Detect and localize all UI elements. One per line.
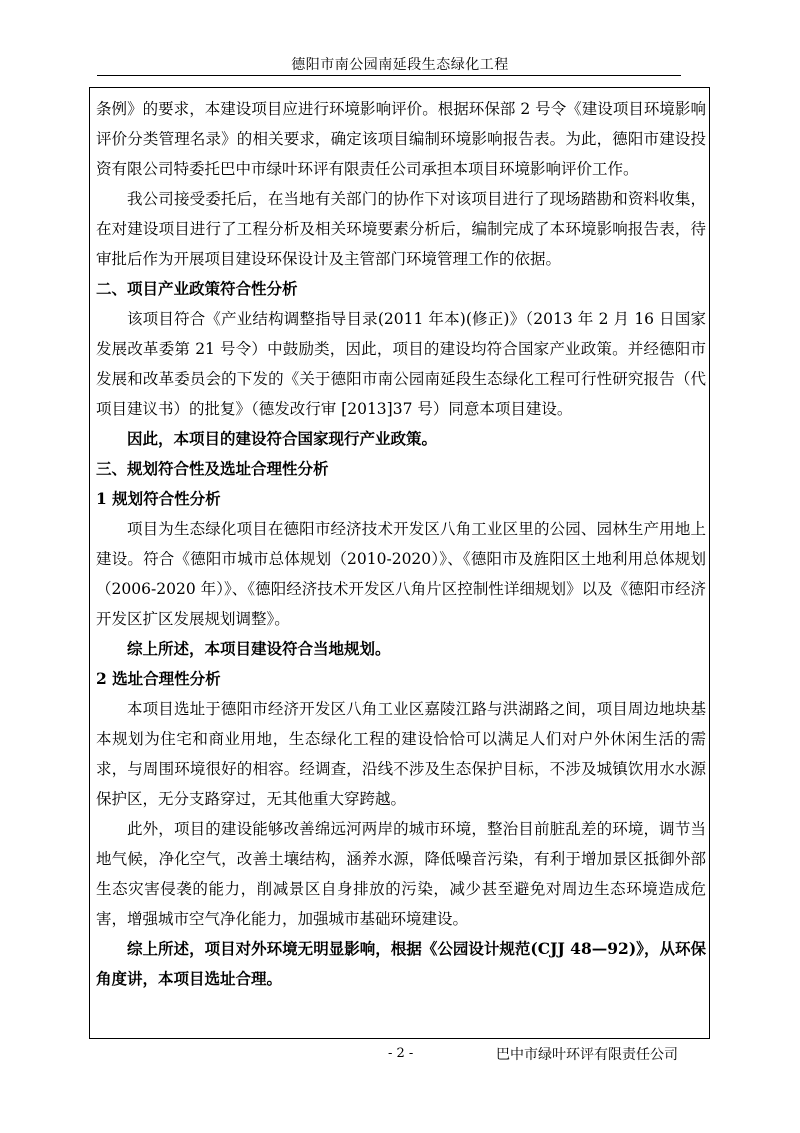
paragraph-planning-conclusion: 综上所述，本项目建设符合当地规划。 <box>127 639 391 658</box>
section-heading-industry-policy: 二、项目产业政策符合性分析 <box>96 279 298 298</box>
document-header-title: 德阳市南公园南延段生态绿化工程 <box>291 57 509 73</box>
page-number: - 2 - <box>388 1046 414 1061</box>
footer-organization: 巴中市绿叶环评有限责任公司 <box>496 1047 678 1063</box>
paragraph-policy-conclusion: 因此，本项目的建设符合国家现行产业政策。 <box>127 429 438 448</box>
paragraph-siting-conclusion: 综上所述，项目对外环境无明显影响，根据《公园设计规范(CJJ 48—92)》，从环保角度讲，本项目选址合理。 <box>96 939 706 988</box>
section-heading-planning-siting: 三、规划符合性及选址合理性分析 <box>96 459 329 478</box>
header-rule <box>97 75 681 76</box>
subheading-planning-compliance: 1 规划符合性分析 <box>96 489 221 508</box>
subheading-siting-rationality: 2 选址合理性分析 <box>96 669 221 688</box>
document-body <box>96 94 706 994</box>
paragraph-siting-location: 本项目选址于德阳市经济开发区八角工业区嘉陵江路与洪湖路之间，项目周边地块基本规划为住宅和商业用地，生态绿化工程的建设恰恰可以满足人们对户外休闲生活的需求，与周围环境很好的相容。经调查，沿线不涉及生态保护目标，不涉及城镇饮用水水源保护区，无分支路穿过，无其他重大穿跨越。 <box>96 700 706 808</box>
paragraph-industry-policy: 该项目符合《产业结构调整指导目录(2011 年本)(修正)》（2013 年 2 月 16 日国家发展改革委第 21 号令）中鼓励类，因此，项目的建设均符合国家产业政策。并经德阳市发展和改革委员会的下发的《关于德阳市南公园南延段生态绿化工程可行性研究报告（代项目建议书）的批复》（德发改行审 [2013]37 号）同意本项目建设。 <box>96 310 706 418</box>
paragraph-commission: 我公司接受委托后，在当地有关部门的协作下对该项目进行了现场踏勘和资料收集，在对建设项目进行了工程分析及相关环境要素分析后，编制完成了本环境影响报告表，待审批后作为开展项目建设环保设计及主管部门环境管理工作的依据。 <box>96 190 706 268</box>
paragraph-planning-compliance: 项目为生态绿化项目在德阳市经济技术开发区八角工业区里的公园、园林生产用地上建设。符合《德阳市城市总体规划（2010-2020）》、《德阳市及旌阳区土地利用总体规划（2006-2020 年）》、《德阳经济技术开发区八角片区控制性详细规划》以及《德阳市经济开发区扩区发展规划调整》。 <box>96 520 706 628</box>
paragraph-intro-continuation: 条例》的要求，本建设项目应进行环境影响评价。根据环保部 2 号令《建设项目环境影响评价分类管理名录》的相关要求，确定该项目编制环境影响报告表。为此，德阳市建设投资有限公司特委托巴中市绿叶环评有限责任公司承担本项目环境影响评价工作。 <box>96 100 706 178</box>
paragraph-siting-benefits: 此外，项目的建设能够改善绵远河两岸的城市环境，整治目前脏乱差的环境，调节当地气候，净化空气，改善土壤结构，涵养水源，降低噪音污染，有利于增加景区抵御外部生态灾害侵袭的能力，削减景区自身排放的污染，减少甚至避免对周边生态环境造成危害，增强城市空气净化能力，加强城市基础环境建设。 <box>96 820 706 928</box>
